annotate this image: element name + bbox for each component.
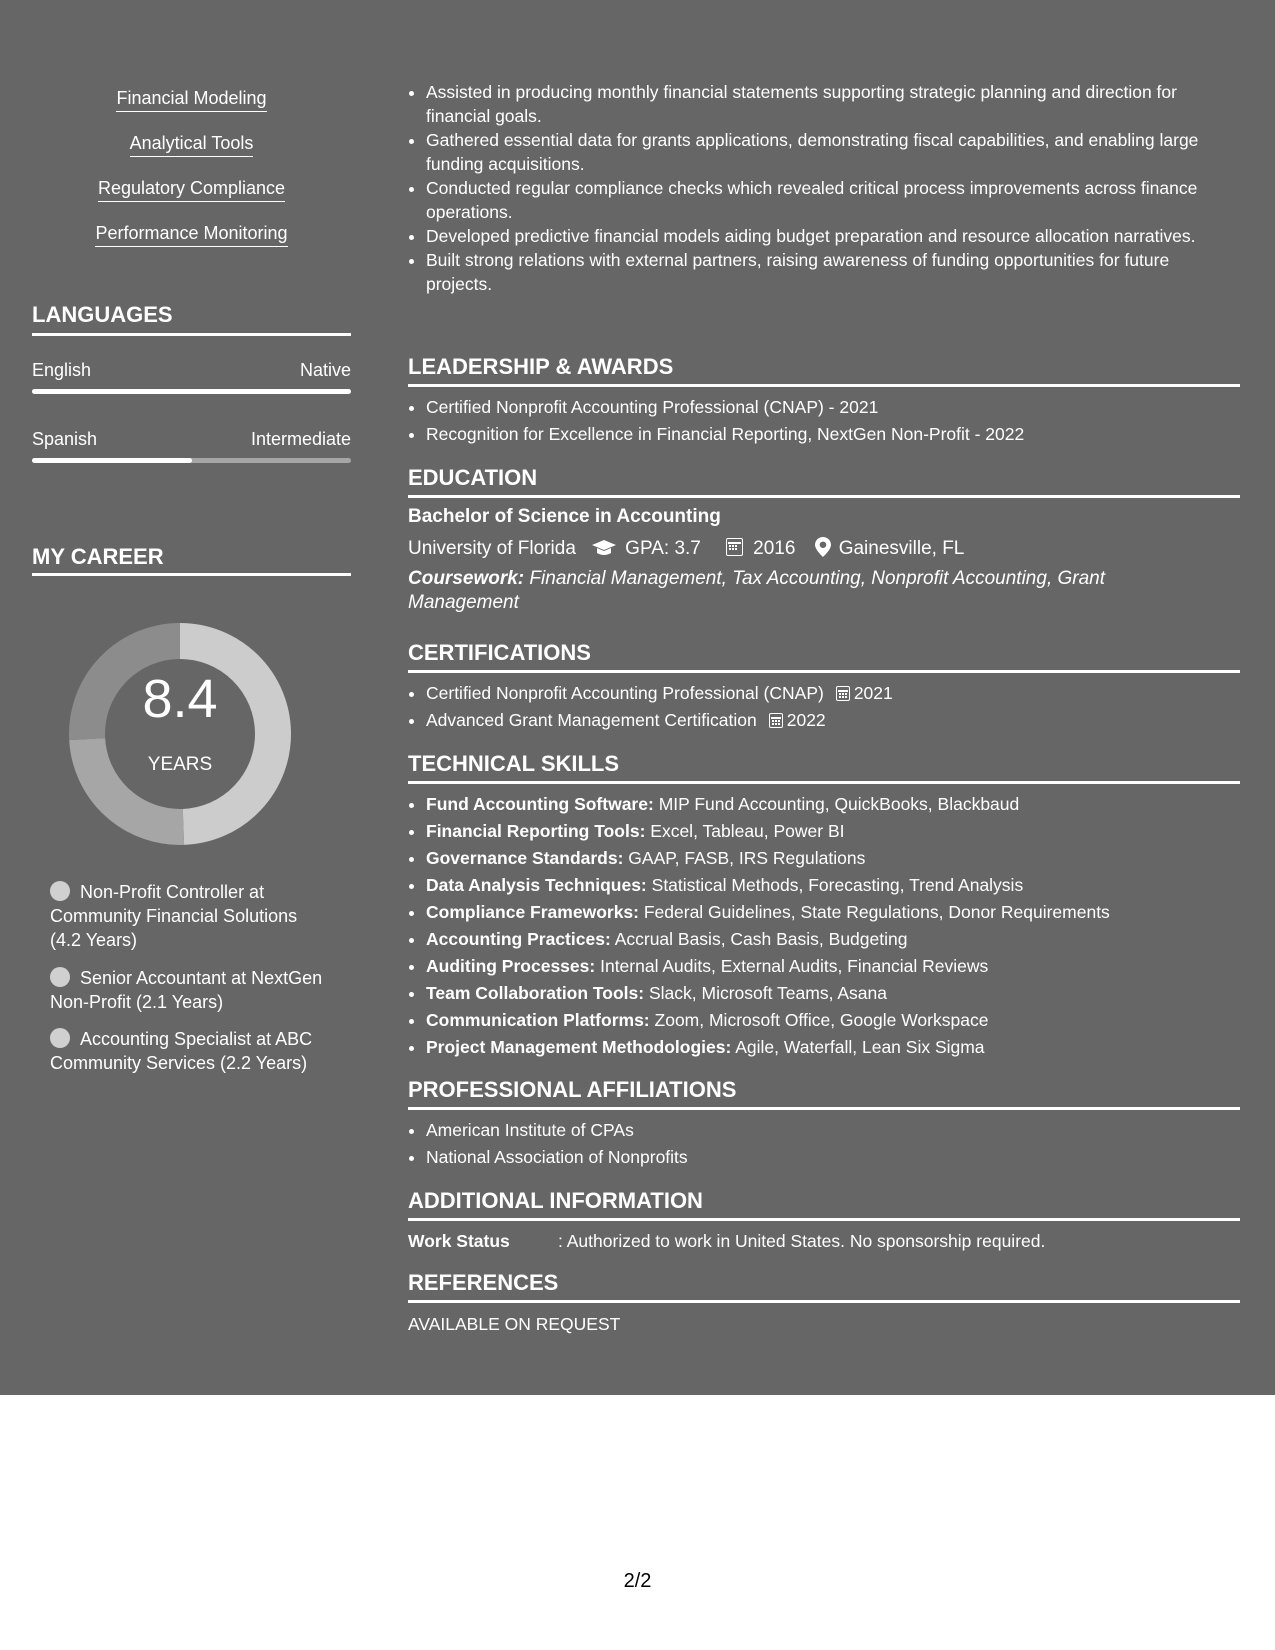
certifications-rule <box>408 670 1240 673</box>
list-item: • Built strong relations with external partners, raising awareness of funding opportunities for future projects. <box>426 248 1238 296</box>
affiliations-list <box>408 1117 1238 1171</box>
career-donut-segment-2 <box>87 739 183 827</box>
work-status-label: Work Status <box>408 1231 510 1251</box>
list-item: • Project Management Methodologies: Agile, Waterfall, Lean Six Sigma <box>426 1034 1238 1061</box>
education-details <box>408 537 964 560</box>
list-item: • Fund Accounting Software: MIP Fund Accounting, QuickBooks, Blackbaud <box>426 791 1238 818</box>
career-rule <box>32 573 351 576</box>
language-bar-fill <box>32 389 351 394</box>
work-status <box>408 1231 1045 1252</box>
affiliations-heading: PROFESSIONAL AFFILIATIONS <box>408 1077 737 1102</box>
education-degree: Bachelor of Science in Accounting <box>408 506 721 527</box>
skill-tag: Analytical Tools <box>32 133 351 154</box>
language-name: Spanish <box>32 429 98 449</box>
list-item: • Certified Nonprofit Accounting Professional (CNAP) 2021 <box>426 680 1238 707</box>
languages-rule <box>32 333 351 336</box>
list-item: • Compliance Frameworks: Federal Guidelines, State Regulations, Donor Requirements <box>426 899 1238 926</box>
work-status-value: : Authorized to work in United States. No sponsorship required. <box>558 1231 1046 1251</box>
career-item: Accounting Specialist at ABC Community Services (2.2 Years) <box>50 1029 313 1073</box>
language-name: English <box>32 360 92 380</box>
education-rule <box>408 495 1240 498</box>
list-item: • National Association of Nonprofits <box>426 1144 1238 1171</box>
list-item: • Accounting Practices: Accrual Basis, Cash Basis, Budgeting <box>426 926 1238 953</box>
location-pin-icon <box>815 537 831 557</box>
list-item: • Financial Reporting Tools: Excel, Tableau, Power BI <box>426 818 1238 845</box>
skill-tag: Regulatory Compliance <box>32 178 351 199</box>
skill-tag: Financial Modeling <box>32 88 351 109</box>
list-item: • Communication Platforms: Zoom, Microsoft Office, Google Workspace <box>426 1007 1238 1034</box>
references-text: AVAILABLE ON REQUEST <box>408 1314 621 1334</box>
language-bar <box>32 389 351 394</box>
additional-info-heading: ADDITIONAL INFORMATION <box>408 1188 703 1213</box>
certifications-heading: CERTIFICATIONS <box>408 640 591 665</box>
page-number: 2/2 <box>623 1570 652 1592</box>
calendar-icon <box>836 686 850 701</box>
calendar-icon <box>726 538 743 556</box>
graduation-cap-icon <box>591 539 617 557</box>
leadership-heading: LEADERSHIP & AWARDS <box>408 354 674 379</box>
education-location: Gainesville, FL <box>838 538 965 559</box>
language-bar-fill <box>32 458 192 463</box>
list-item: • American Institute of CPAs <box>426 1117 1238 1144</box>
language-level: Native <box>299 360 351 380</box>
language-level: Intermediate <box>250 429 351 449</box>
education-gpa: GPA: 3.7 <box>625 538 701 559</box>
affiliations-rule <box>408 1107 1240 1110</box>
technical-skills-list <box>408 791 1238 1061</box>
leadership-rule <box>408 384 1240 387</box>
technical-skills-rule <box>408 781 1240 784</box>
references-heading: REFERENCES <box>408 1270 559 1295</box>
list-item: • Certified Nonprofit Accounting Professional (CNAP) - 2021 <box>426 394 1238 421</box>
career-item: Senior Accountant at NextGen Non-Profit (2.1 Years) <box>50 968 323 1012</box>
list-item: • Data Analysis Techniques: Statistical Methods, Forecasting, Trend Analysis <box>426 872 1238 899</box>
list-item: • Governance Standards: GAAP, FASB, IRS Regulations <box>426 845 1238 872</box>
career-dot-icon <box>50 967 70 987</box>
certifications-list <box>408 680 1238 734</box>
career-heading: MY CAREER <box>32 544 164 569</box>
list-item: • Recognition for Excellence in Financial Reporting, NextGen Non-Profit - 2022 <box>426 421 1238 448</box>
list-item: • Assisted in producing monthly financial statements supporting strategic planning and direction for financial goals. <box>426 80 1238 128</box>
education-coursework: Coursework: Financial Management, Tax Accounting, Nonprofit Accounting, Grant Management <box>408 568 1106 613</box>
career-dot-icon <box>50 881 70 901</box>
skill-tag: Performance Monitoring <box>32 223 351 244</box>
experience-bullets <box>408 80 1238 296</box>
leadership-list <box>408 394 1238 448</box>
list-item: • Auditing Processes: Internal Audits, External Audits, Financial Reviews <box>426 953 1238 980</box>
list-item: • Conducted regular compliance checks which revealed critical process improvements across finance operations. <box>426 176 1238 224</box>
career-total-unit: YEARS <box>147 754 213 775</box>
career-item: Non-Profit Controller at Community Financial Solutions (4.2 Years) <box>50 882 298 950</box>
list-item: • Team Collaboration Tools: Slack, Microsoft Teams, Asana <box>426 980 1238 1007</box>
language-bar <box>32 458 351 463</box>
career-dot-icon <box>50 1028 70 1048</box>
education-school: University of Florida <box>408 538 576 559</box>
technical-skills-heading: TECHNICAL SKILLS <box>408 751 620 776</box>
career-total-years: 8.4 <box>142 669 218 729</box>
education-heading: EDUCATION <box>408 465 538 490</box>
references-rule <box>408 1300 1240 1303</box>
education-year: 2016 <box>753 538 796 559</box>
list-item: • Developed predictive financial models aiding budget preparation and resource allocation narratives. <box>426 224 1238 248</box>
languages-heading: LANGUAGES <box>32 302 173 327</box>
list-item: • Gathered essential data for grants applications, demonstrating fiscal capabilities, and enabling large funding acquisitions. <box>426 128 1238 176</box>
career-donut-chart <box>66 620 294 848</box>
calendar-icon <box>769 713 783 728</box>
additional-info-rule <box>408 1218 1240 1221</box>
list-item: • Advanced Grant Management Certification 2022 <box>426 707 1238 734</box>
